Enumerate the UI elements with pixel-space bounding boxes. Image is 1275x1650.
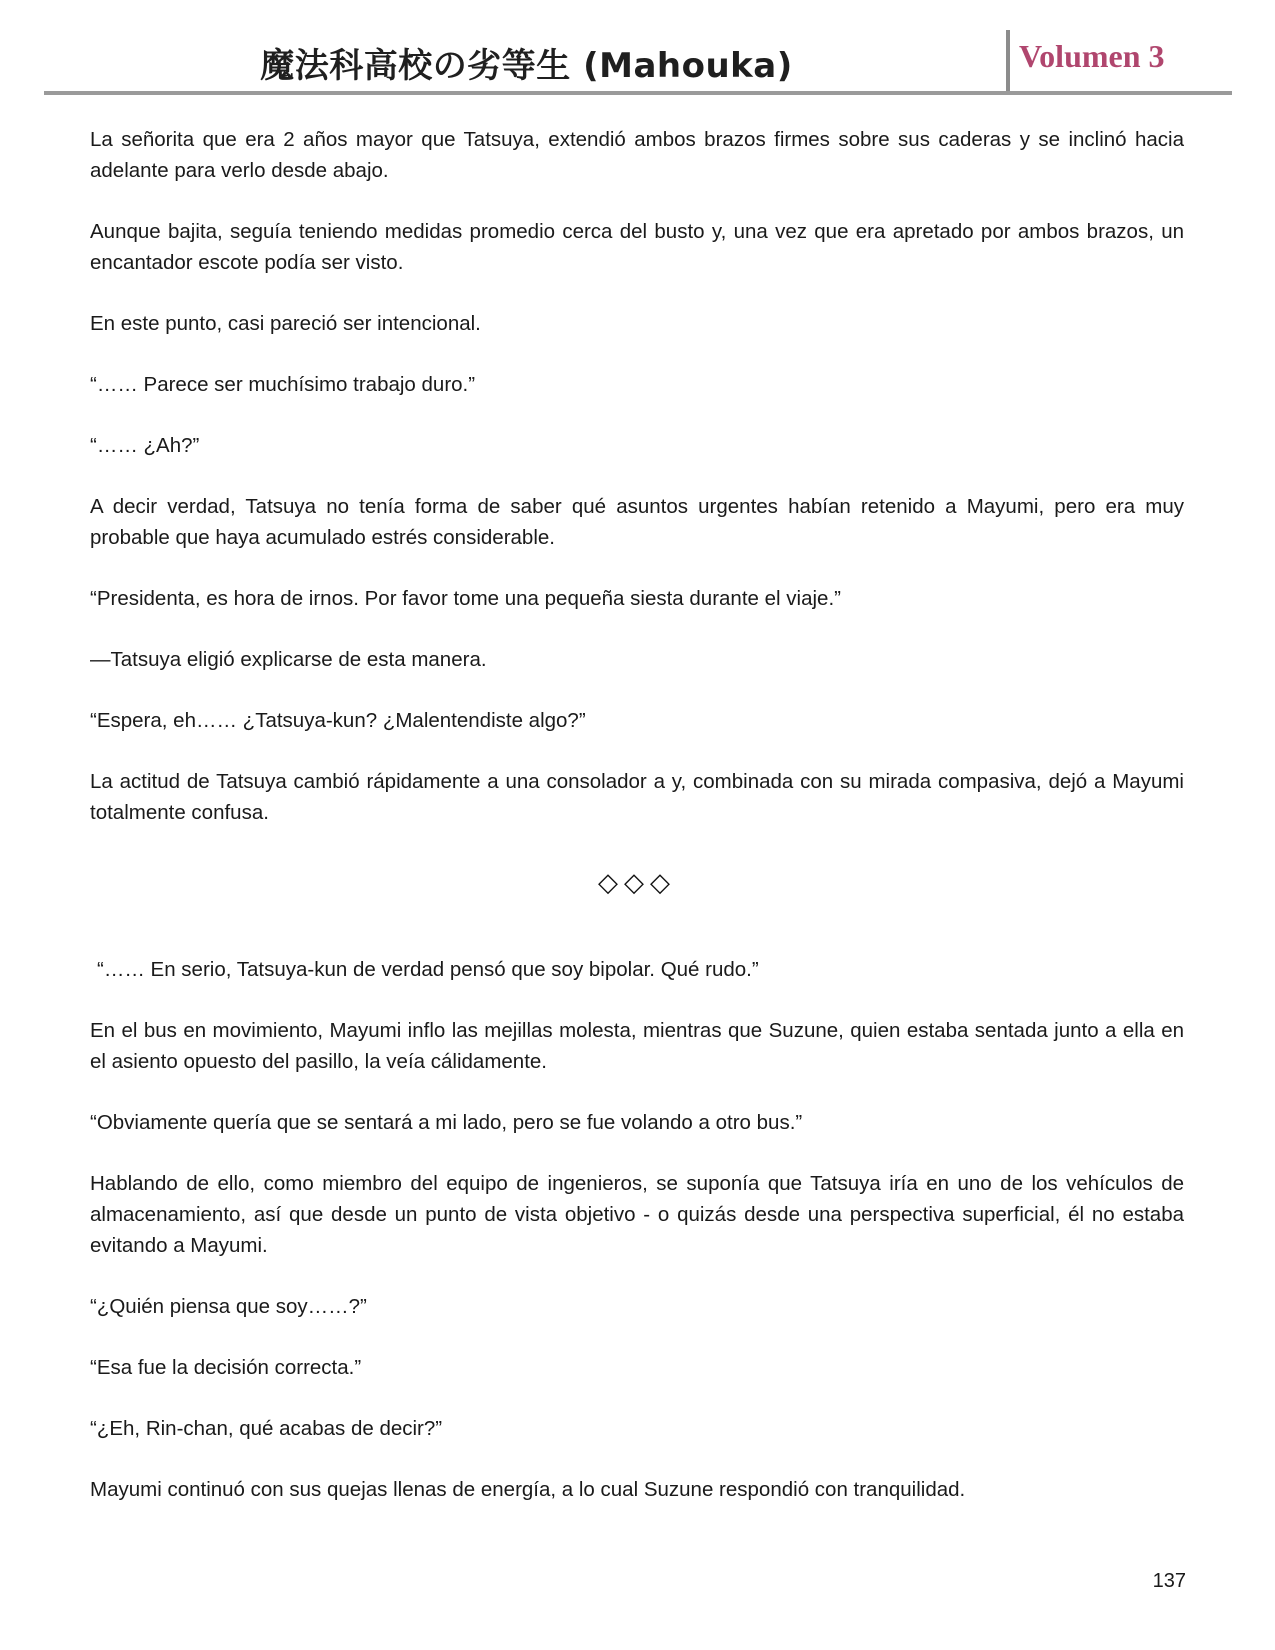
dialogue-line: “…… En serio, Tatsuya-kun de verdad pensó que soy bipolar. Qué rudo.” [97,958,759,981]
page-header [44,28,1232,96]
scene-break-separator: ◇◇◇ [598,868,676,898]
dialogue-line: “Presidenta, es hora de irnos. Por favor tome una pequeña siesta durante el viaje.” [90,587,841,610]
dialogue-line: “Esa fue la decisión correcta.” [90,1356,362,1379]
paragraph: Mayumi continuó con sus quejas llenas de energía, a lo cual Suzune respondió con tranquilidad. [90,1478,966,1501]
dialogue-line: “¿Eh, Rin-chan, qué acabas de decir?” [90,1417,443,1440]
paragraph: —Tatsuya eligió explicarse de esta manera. [90,648,487,671]
paragraph: En este punto, casi pareció ser intencional. [90,312,481,335]
paragraph: En el bus en movimiento, Mayumi inflo las mejillas molesta, mientras que Suzune, quien estaba sentada junto a ella en el asiento opuesto del pasillo, la veía cálidamente. [90,1019,1184,1073]
paragraph: Aunque bajita, seguía teniendo medidas promedio cerca del busto y, una vez que era apretado por ambos brazos, un encantador escote podía ser visto. [90,220,1184,274]
page-number: 137 [1152,1570,1186,1592]
paragraph: La actitud de Tatsuya cambió rápidamente a una consolador a y, combinada con su mirada compasiva, dejó a Mayumi totalmente confusa. [90,770,1184,824]
book-title: 魔法科高校の劣等生 (Mahouka) [260,46,793,86]
header-rule [44,91,1232,95]
paragraph: Hablando de ello, como miembro del equipo de ingenieros, se suponía que Tatsuya iría en uno de los vehículos de almacenamiento, así que desde un punto de vista objetivo - o quizás desde una perspectiva superficial, él no estaba evitando a Mayumi. [90,1172,1184,1257]
dialogue-line: “Espera, eh…… ¿Tatsuya-kun? ¿Malentendiste algo?” [90,709,586,732]
dialogue-line: “Obviamente quería que se sentará a mi lado, pero se fue volando a otro bus.” [90,1111,803,1134]
header-divider [1006,30,1010,92]
dialogue-line: “…… Parece ser muchísimo trabajo duro.” [90,373,476,396]
page-body [90,124,1184,1535]
dialogue-line: “…… ¿Ah?” [90,434,200,457]
volume-label: Volumen 3 [1019,38,1165,74]
paragraph: La señorita que era 2 años mayor que Tatsuya, extendió ambos brazos firmes sobre sus caderas y se inclinó hacia adelante para verlo desde abajo. [90,128,1184,182]
paragraph: A decir verdad, Tatsuya no tenía forma de saber qué asuntos urgentes habían retenido a Mayumi, pero era muy probable que haya acumulado estrés considerable. [90,495,1184,549]
dialogue-line: “¿Quién piensa que soy……?” [90,1295,367,1318]
